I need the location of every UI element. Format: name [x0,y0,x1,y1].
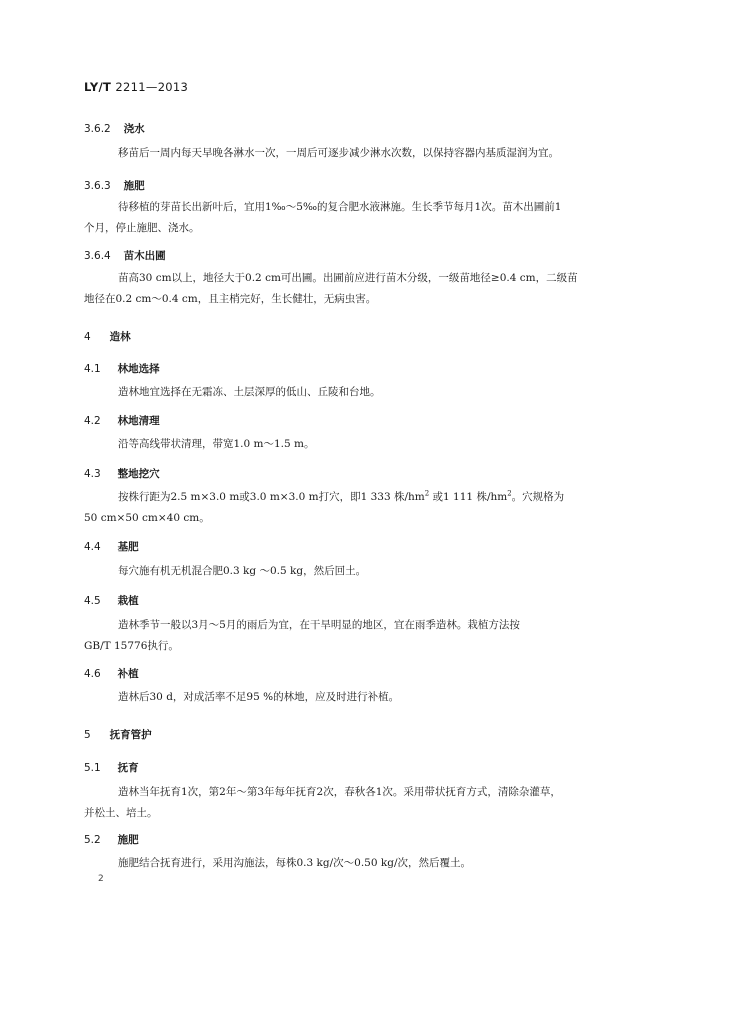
paragraph-line: 造林当年抚育1次，第2年～第3年每年抚育2次，春秋各1次。采用带状抚育方式，清除杂灌草， [118,786,561,798]
paragraph-line: 沿等高线带状清理，带宽1.0 m～1.5 m。 [118,438,315,450]
paragraph-3-6-3 [84,197,614,239]
heading-number: 5.1 [84,762,101,774]
paragraph-line: 按株行距为2.5 m×3.0 m或3.0 m×3.0 m打穴，即1 333 株$/hm^2$ 或1 111 株$/hm^2$。穴规格为 [118,489,565,503]
heading-title: 施肥 [123,180,145,192]
paragraph-4-3 [84,487,614,529]
standard-prefix: LY/T [84,80,112,94]
paragraph-line: 造林后30 d，对成活率不足95 %的林地，应及时进行补植。 [118,691,400,703]
heading-number: 4.6 [84,668,101,680]
heading-title: 整地挖穴 [117,468,160,480]
paragraph-5-1 [84,782,614,824]
heading-number: 3.6.2 [84,123,111,135]
paragraph-4-1 [84,382,614,403]
paragraph-line: 地径在0.2 cm～0.4 cm，且主梢完好，生长健壮，无病虫害。 [84,293,377,305]
paragraph-line: 苗高30 cm以上，地径大于0.2 cm可出圃。出圃前应进行苗木分级，一级苗地径≥0.4 cm，二级苗 [118,272,578,284]
paragraph-3-6-2 [84,143,614,164]
heading-title: 林地选择 [117,363,160,375]
heading-number: 4.1 [84,363,101,375]
heading-5-1 [84,760,139,775]
paragraph-line: 个月，停止施肥、浇水。 [84,222,200,234]
paragraph-4-6 [84,687,614,708]
paragraph-line: 移苗后一周内每天早晚各淋水一次，一周后可逐步减少淋水次数，以保持容器内基质湿润为宜。 [118,147,559,159]
heading-3-6-3 [84,178,145,193]
heading-number: 5 [84,729,91,741]
paragraph-line: 造林地宜选择在无霜冻、土层深厚的低山、丘陵和台地。 [118,386,381,398]
heading-title: 抚育 [117,762,139,774]
heading-number: 4.2 [84,415,101,427]
paragraph-line: 并松土、培土。 [84,807,158,819]
paragraph-4-4 [84,561,614,582]
heading-4-5 [84,593,139,608]
heading-4-2 [84,413,160,428]
standard-number [84,80,188,94]
heading-title: 补植 [117,668,139,680]
paragraph-line: 施肥结合抚育进行，采用沟施法，每株0.3 kg/次～0.50 kg/次，然后覆土。 [118,857,471,869]
paragraph-line: GB/T 15776执行。 [84,640,179,652]
heading-title: 造林 [109,331,131,343]
heading-number: 4.3 [84,468,101,480]
heading-5 [84,727,152,742]
heading-number: 4 [84,331,91,343]
heading-title: 施肥 [117,834,139,846]
paragraph-line: 造林季节一般以3月～5月的雨后为宜，在干旱明显的地区，宜在雨季造林。栽植方法按 [118,619,520,631]
heading-title: 抚育管护 [109,729,152,741]
standard-code: 2211—2013 [115,80,189,94]
heading-title: 栽植 [117,595,139,607]
paragraph-5-2 [84,853,614,874]
paragraph-line: 每穴施有机无机混合肥0.3 kg ～0.5 kg，然后回土。 [118,565,367,577]
heading-number: 4.4 [84,541,101,553]
paragraph-line: 待移植的芽苗长出新叶后，宜用1‰～5‰的复合肥水液淋施。生长季节每月1次。苗木出圃前1 [118,201,562,213]
paragraph-4-2 [84,434,614,455]
heading-title: 苗木出圃 [123,250,166,262]
paragraph-4-5 [84,615,614,657]
heading-3-6-2 [84,121,145,136]
page-number: 2 [98,874,104,884]
heading-3-6-4 [84,248,166,263]
heading-4-4 [84,539,139,554]
heading-4-1 [84,361,160,376]
heading-title: 林地清理 [117,415,160,427]
heading-title: 浇水 [123,123,145,135]
heading-number: 3.6.4 [84,250,111,262]
heading-title: 基肥 [117,541,139,553]
heading-number: 5.2 [84,834,101,846]
heading-number: 4.5 [84,595,101,607]
heading-5-2 [84,832,139,847]
paragraph-3-6-4 [84,268,614,310]
paragraph-line: 50 cm×50 cm×40 cm。 [84,512,210,524]
heading-4-6 [84,666,139,681]
heading-4 [84,329,131,344]
heading-number: 3.6.3 [84,180,111,192]
heading-4-3 [84,466,160,481]
